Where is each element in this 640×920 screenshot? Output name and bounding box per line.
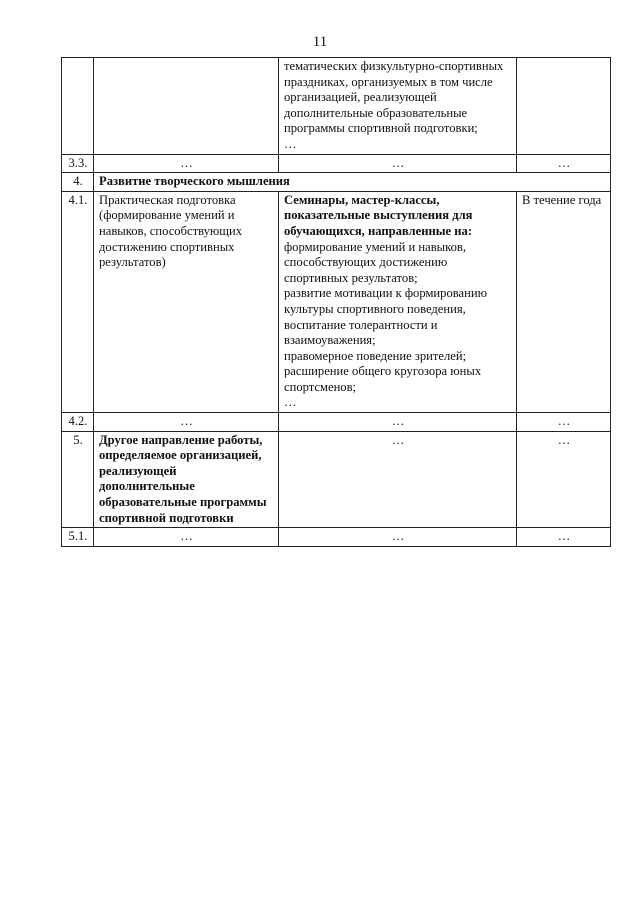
table-row	[62, 528, 611, 547]
content-line: воспитание толерантности и	[284, 317, 438, 332]
event-line: (формирование умений и	[99, 208, 235, 223]
content-heading-line: показательные выступления для	[284, 208, 473, 223]
page-number: 11	[312, 34, 328, 50]
event-heading-line: образовательные программы	[99, 495, 267, 510]
deadline-cell: …	[517, 154, 611, 173]
content-line: …	[284, 395, 297, 410]
content-line: организацией, реализующей	[284, 90, 437, 105]
row-number-cell: 4.2.	[62, 413, 94, 432]
content-line: формирование умений и навыков,	[284, 239, 467, 254]
table-row	[62, 431, 611, 528]
plan-table	[61, 57, 611, 547]
content-line: спортсменов;	[284, 379, 357, 394]
event-heading-line: дополнительные	[99, 479, 195, 494]
event-heading-line: реализующей	[99, 463, 177, 478]
event-cell	[94, 431, 279, 528]
deadline-cell: …	[517, 528, 611, 547]
event-cell: …	[94, 413, 279, 432]
content-line: правомерное поведение зрителей;	[284, 348, 467, 363]
content-line: культуры спортивного поведения,	[284, 301, 466, 316]
event-line: результатов)	[99, 255, 166, 270]
content-heading-line: обучающихся, направленные на:	[284, 223, 473, 238]
event-heading-line: Другое направление работы,	[99, 432, 263, 447]
deadline-cell: …	[517, 431, 611, 528]
content-line: развитие мотивации к формированию	[284, 286, 488, 301]
event-line: навыков, способствующих	[99, 223, 243, 238]
content-line: дополнительные образовательные	[284, 105, 468, 120]
section-row	[62, 173, 611, 192]
table-row	[62, 154, 611, 173]
table-row	[62, 58, 611, 155]
row-number-cell: 3.3.	[62, 154, 94, 173]
content-line: спортивных результатов;	[284, 270, 418, 285]
content-line: праздниках, организуемых в том числе	[284, 74, 493, 89]
content-line: тематических физкультурно-спортивных	[284, 59, 504, 73]
event-heading-line: спортивной подготовки	[99, 510, 234, 525]
event-cell	[94, 191, 279, 412]
content-heading-line: Семинары, мастер-классы,	[284, 192, 440, 207]
content-line: расширение общего кругозора юных	[284, 364, 482, 379]
content-cell	[279, 191, 517, 412]
row-number-cell: 5.1.	[62, 528, 94, 547]
event-cell: …	[94, 154, 279, 173]
row-number-cell: 4.1.	[62, 191, 94, 412]
content-cell: …	[279, 413, 517, 432]
deadline-cell: …	[517, 413, 611, 432]
row-number-cell	[62, 58, 94, 155]
table-row	[62, 413, 611, 432]
event-cell	[94, 58, 279, 155]
section-title: Развитие творческого мышления	[94, 173, 611, 192]
deadline-cell	[517, 58, 611, 155]
content-cell: …	[279, 528, 517, 547]
row-number-cell: 4.	[62, 173, 94, 192]
content-line: …	[284, 136, 297, 151]
deadline-cell: В течение года	[517, 191, 611, 412]
row-number-cell: 5.	[62, 431, 94, 528]
content-line: программы спортивной подготовки;	[284, 121, 478, 136]
content-line: взаимоуважения;	[284, 333, 376, 348]
event-heading-line: определяемое организацией,	[99, 448, 262, 463]
event-line: Практическая подготовка	[99, 192, 236, 207]
event-line: достижению спортивных	[99, 239, 235, 254]
content-cell: …	[279, 431, 517, 528]
content-cell	[279, 58, 517, 155]
table-row	[62, 191, 611, 412]
content-line: способствующих достижению	[284, 255, 448, 270]
event-cell: …	[94, 528, 279, 547]
content-cell: …	[279, 154, 517, 173]
